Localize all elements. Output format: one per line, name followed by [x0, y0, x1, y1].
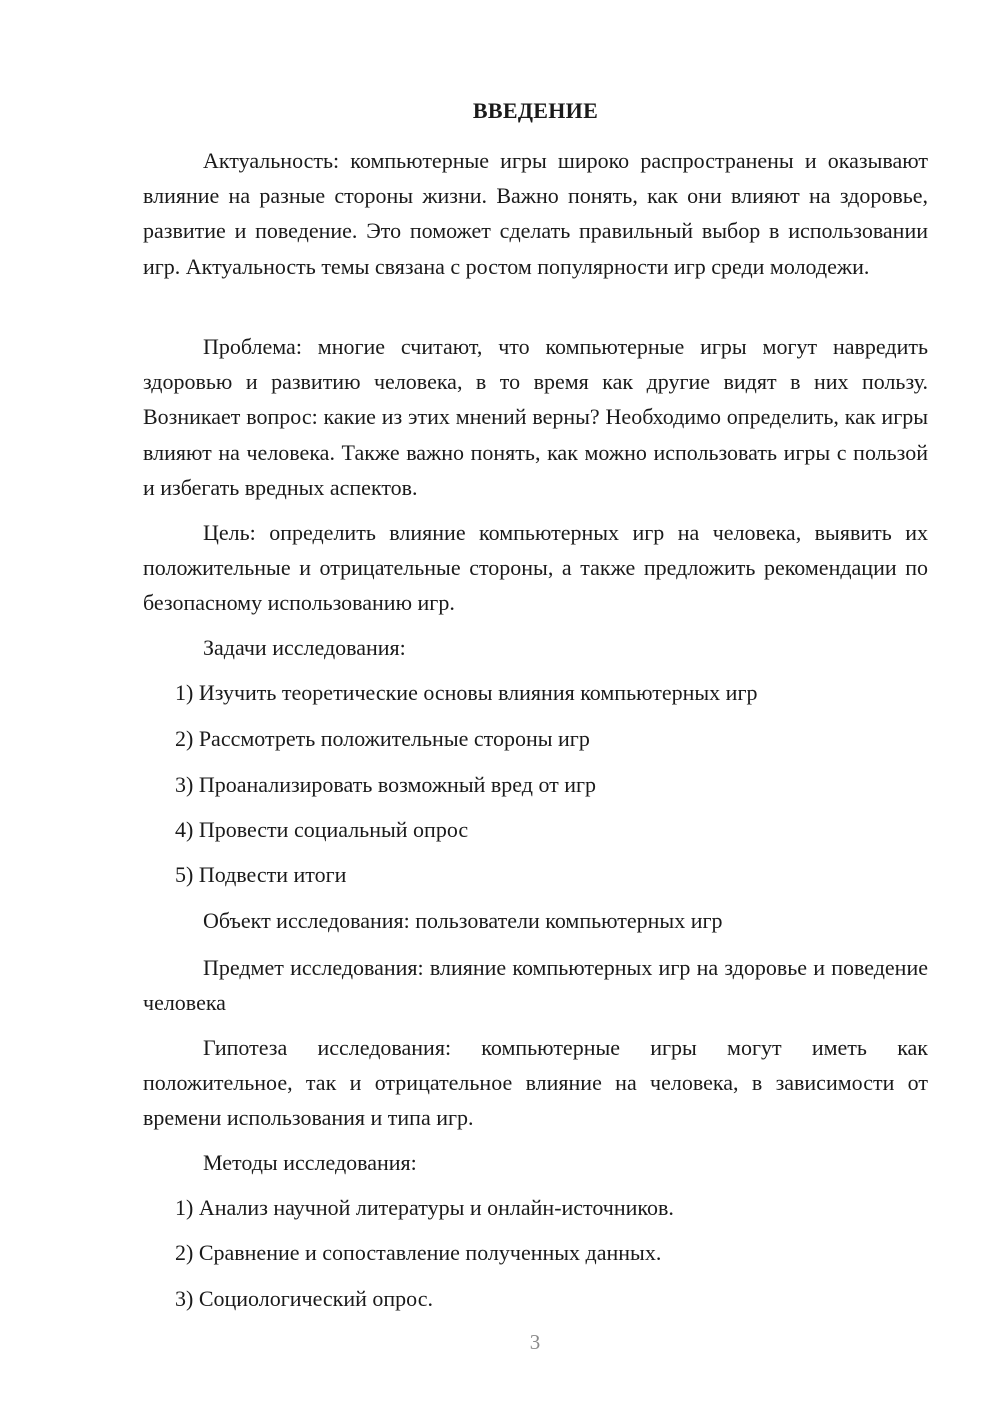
- methods-title: Методы исследования:: [203, 1150, 417, 1175]
- task-item: 2) Рассмотреть положительные стороны игр: [175, 726, 590, 751]
- page-number: 3: [529, 1330, 541, 1354]
- task-item: 3) Проанализировать возможный вред от игр: [175, 772, 597, 797]
- subject-paragraph: Предмет исследования: влияние компьютерных игр на здоровье и поведение человека: [143, 955, 928, 1016]
- problem-paragraph: Проблема: многие считают, что компьютерные игры могут навредить здоровью и развитию человека, в то время как другие видят в них пользу. Возникает вопрос: какие из этих мнений верны? Необходимо определить, как игры влияют на человека. Также важно понять, как можно использовать игры с пользой и избегать вредных аспектов.: [143, 334, 928, 500]
- task-item: 4) Провести социальный опрос: [175, 817, 469, 842]
- goal-paragraph: Цель: определить влияние компьютерных игр на человека, выявить их положительные и отрицательные стороны, а также предложить рекомендации по безопасному использованию игр.: [143, 520, 928, 616]
- section-heading: ВВЕДЕНИЕ: [472, 98, 599, 123]
- task-item: 5) Подвести итоги: [175, 862, 347, 887]
- hypothesis-paragraph: Гипотеза исследования: компьютерные игры могут иметь как положительное, так и отрицательное влияние на человека, в зависимости от времени использования и типа игр.: [143, 1035, 928, 1131]
- method-item: 3) Социологический опрос.: [175, 1286, 433, 1311]
- relevance-paragraph: Актуальность: компьютерные игры широко распространены и оказывают влияние на разные стороны жизни. Важно понять, как они влияют на здоровье, развитие и поведение. Это поможет сделать правильный выбор в использовании игр. Актуальность темы связана с ростом популярности игр среди молодежи.: [143, 148, 928, 279]
- task-item: 1) Изучить теоретические основы влияния компьютерных игр: [175, 680, 758, 705]
- method-item: 2) Сравнение и сопоставление полученных данных.: [175, 1240, 662, 1265]
- tasks-title: Задачи исследования:: [203, 635, 406, 660]
- object-line: Объект исследования: пользователи компьютерных игр: [203, 908, 723, 933]
- method-item: 1) Анализ научной литературы и онлайн-источников.: [175, 1195, 674, 1220]
